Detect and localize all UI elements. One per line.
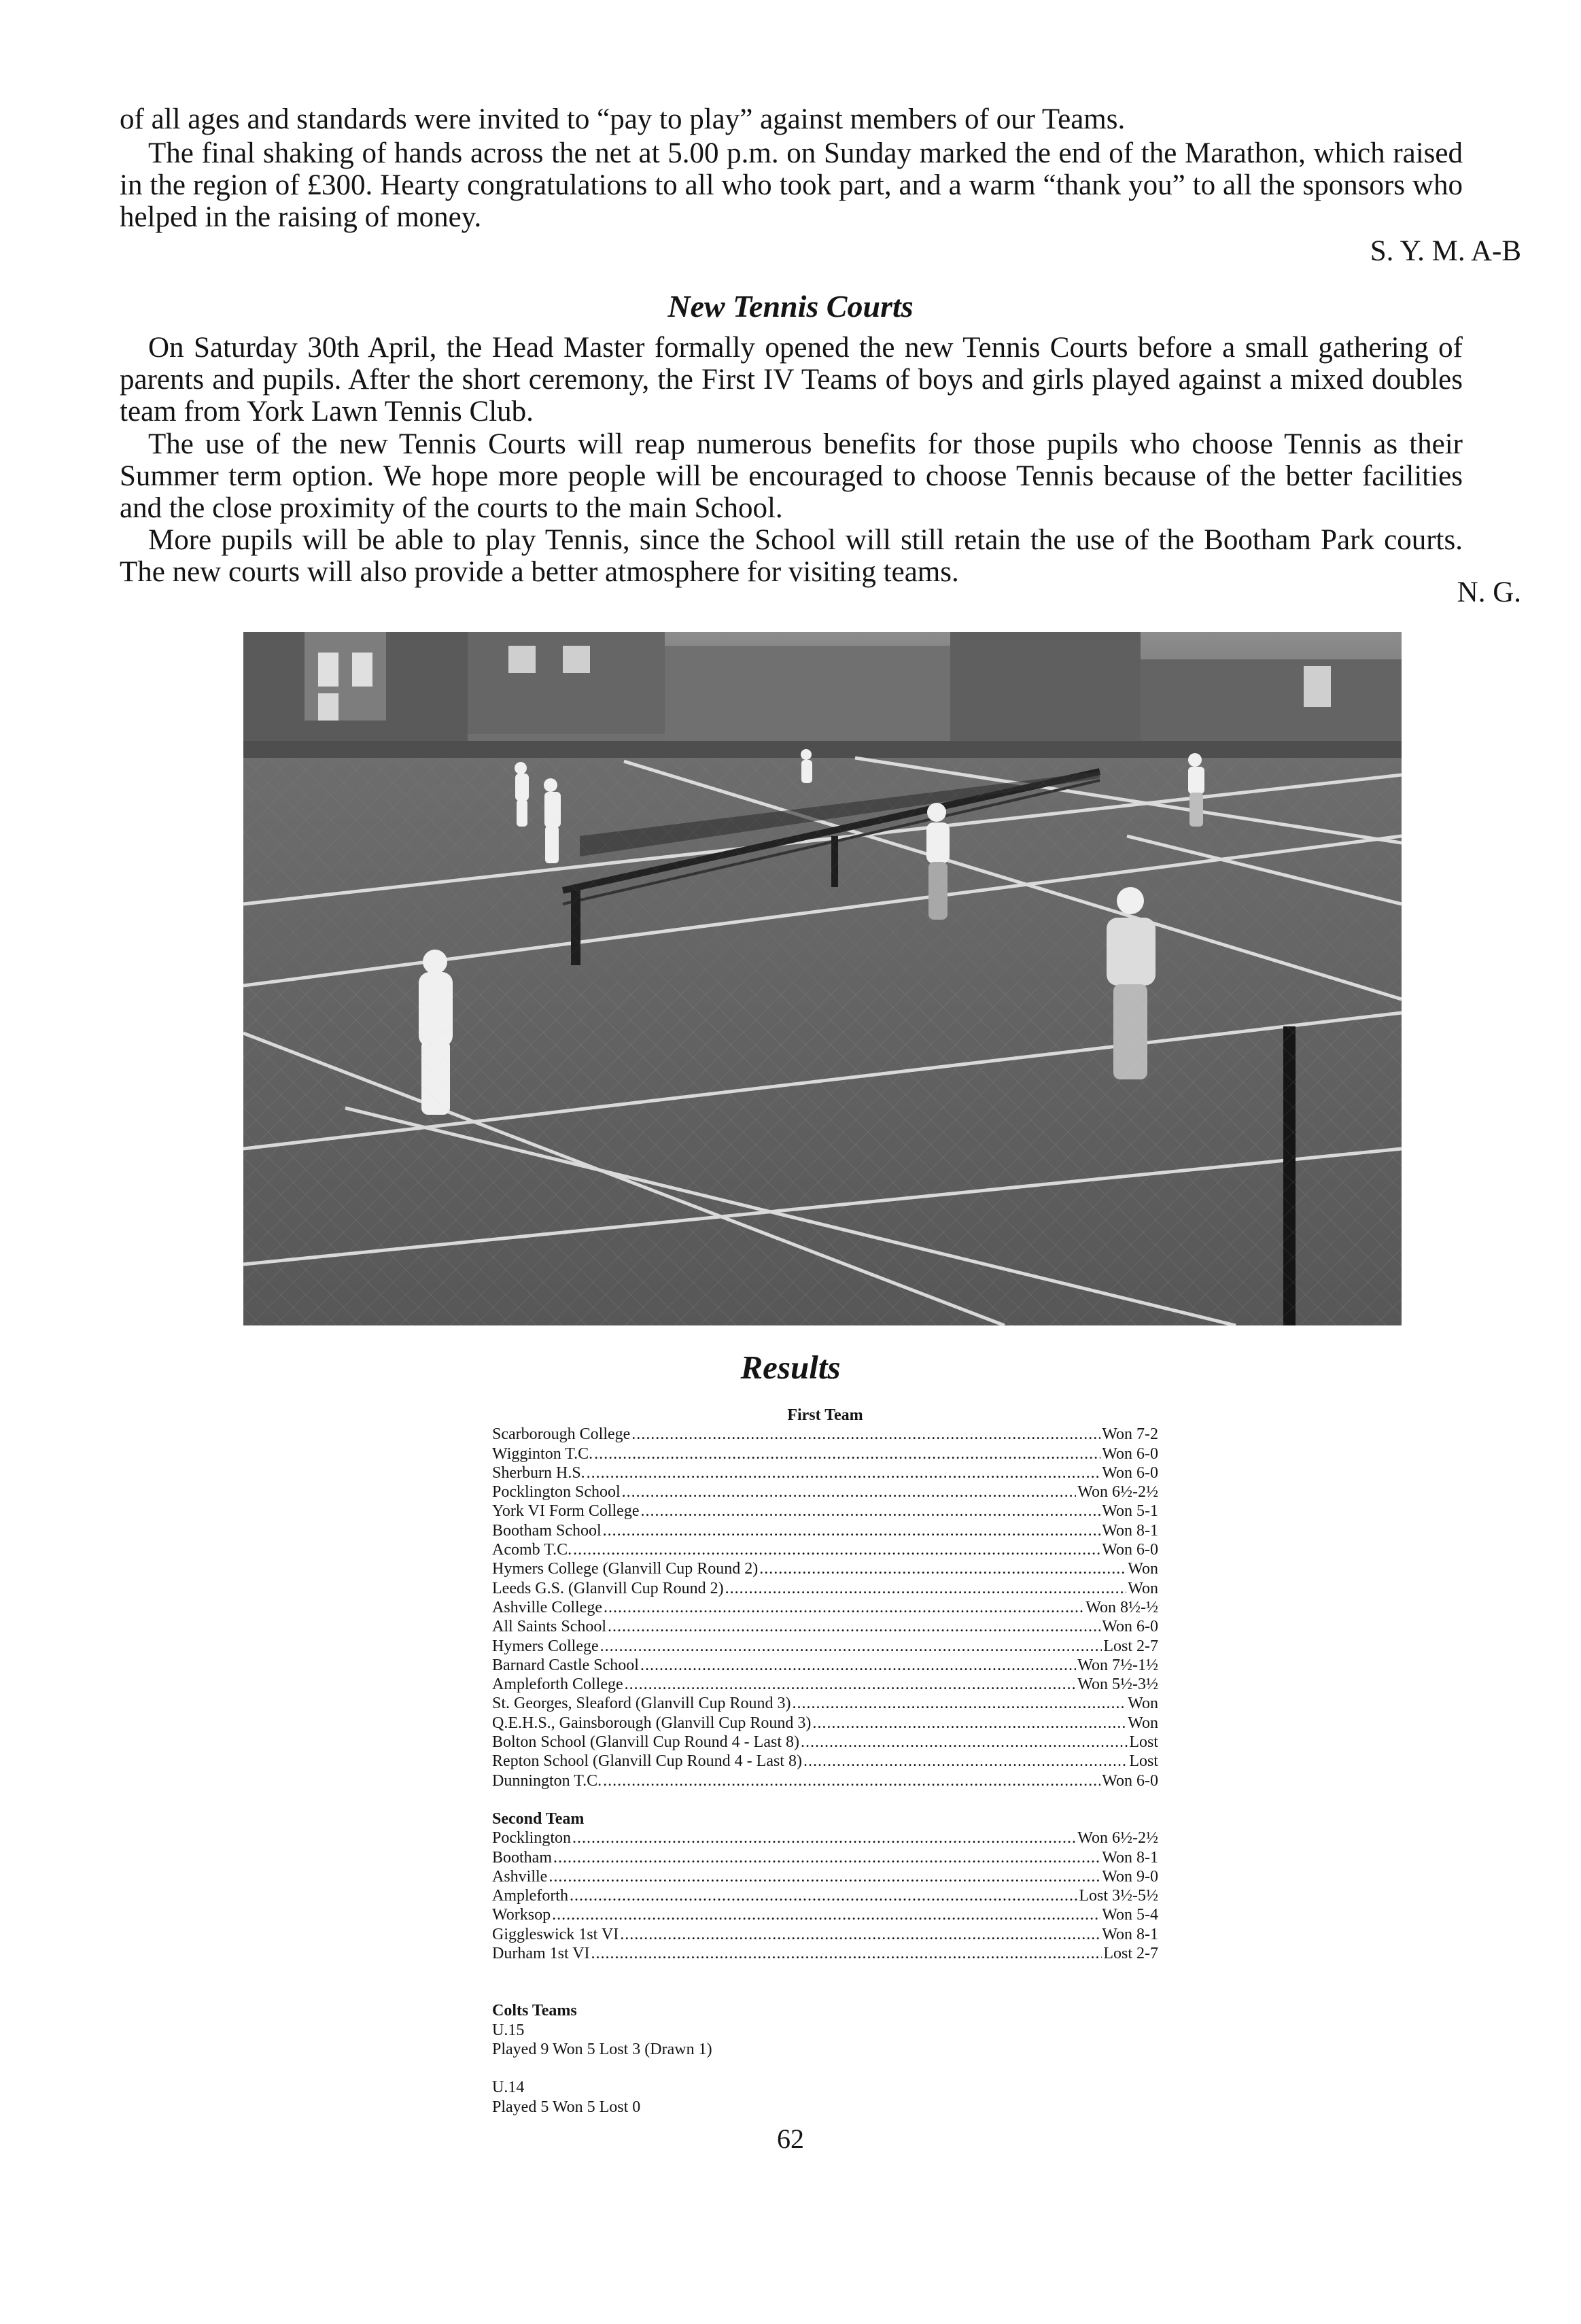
result-row — [492, 1867, 1158, 1886]
article-paragraph-3: More pupils will be able to play Tennis, since the School will still retain the use of the Bootham Park courts. The new courts will also provide a better atmosphere for visiting teams. — [120, 524, 1463, 588]
dot-leader — [620, 1925, 1100, 1944]
result-opponent: Bolton School (Glanvill Cup Round 4 - Last 8) — [492, 1733, 799, 1752]
result-opponent: Sherburn H.S. — [492, 1463, 585, 1482]
result-row — [492, 1733, 1158, 1752]
result-row — [492, 1694, 1158, 1713]
result-score: Won 6½-2½ — [1077, 1829, 1158, 1848]
dot-leader — [591, 1944, 1102, 1963]
result-score: Won 8-1 — [1102, 1925, 1158, 1943]
result-score: Won 8½-½ — [1085, 1598, 1158, 1616]
result-row — [492, 1848, 1158, 1867]
result-opponent: Scarborough College — [492, 1425, 631, 1444]
result-score: Won 6-0 — [1102, 1618, 1158, 1636]
result-score: Won — [1128, 1560, 1158, 1578]
dot-leader — [587, 1463, 1101, 1482]
results-list — [492, 1406, 1158, 2117]
result-opponent: St. Georges, Sleaford (Glanvill Cup Round 3) — [492, 1695, 791, 1713]
result-score: Won 6-0 — [1102, 1444, 1158, 1463]
dot-leader — [640, 1502, 1100, 1521]
dot-leader — [640, 1656, 1076, 1675]
result-opponent: Giggleswick 1st VI — [492, 1925, 619, 1943]
result-score: Lost 2-7 — [1103, 1945, 1158, 1963]
result-row — [492, 1656, 1158, 1675]
result-opponent: Wigginton T.C. — [492, 1444, 593, 1463]
dot-leader — [572, 1828, 1076, 1848]
result-row — [492, 1925, 1158, 1944]
result-row — [492, 1637, 1158, 1656]
u15-label: U.15 — [492, 2021, 525, 2039]
result-opponent: All Saints School — [492, 1618, 607, 1636]
result-score: Won — [1128, 1714, 1158, 1732]
tennis-courts-photo — [243, 632, 1402, 1325]
dot-leader — [549, 1867, 1100, 1886]
dot-leader — [793, 1694, 1127, 1713]
result-opponent: Ampleforth College — [492, 1676, 623, 1694]
result-row — [492, 1579, 1158, 1598]
result-row — [492, 1425, 1158, 1444]
page-number: 62 — [777, 2123, 804, 2154]
result-opponent: Dunnington T.C. — [492, 1771, 602, 1790]
dot-leader — [604, 1598, 1084, 1617]
tennis-courts-photo-drawing — [243, 632, 1402, 1325]
dot-leader — [759, 1559, 1126, 1578]
dot-leader — [803, 1752, 1128, 1771]
dot-leader — [603, 1521, 1101, 1540]
result-opponent: Hymers College (Glanvill Cup Round 2) — [492, 1560, 759, 1578]
result-score: Won 6½-2½ — [1077, 1483, 1158, 1502]
article-paragraph-1: On Saturday 30th April, the Head Master formally opened the new Tennis Courts before a small gathering of parents and pupils. After the short ceremony, the First IV Teams of boys and girls played against a mixed doubles team from York Lawn Tennis Club. — [120, 332, 1463, 428]
first-team-results — [492, 1425, 1158, 1790]
result-opponent: Bootham School — [492, 1521, 602, 1540]
result-opponent: Durham 1st VI — [492, 1945, 590, 1963]
dot-leader — [600, 1637, 1102, 1656]
result-score: Won 5½-3½ — [1077, 1676, 1158, 1694]
dot-leader — [573, 1540, 1100, 1559]
intro-paragraph-2: The final shaking of hands across the net at 5.00 p.m. on Sunday marked the end of the Marathon, which raised in the region of £300. Hearty congratulations to all who took part, and a warm “thank you” to all the sponsors who helped in the raising of money. — [120, 137, 1463, 233]
result-row — [492, 1944, 1158, 1963]
dot-leader — [622, 1482, 1077, 1502]
result-row — [492, 1771, 1158, 1790]
dot-leader — [552, 1905, 1100, 1924]
dot-leader — [594, 1444, 1100, 1463]
intro-paragraph-1: of all ages and standards were invited to “pay to play” against members of our Teams. — [120, 103, 1126, 135]
result-row — [492, 1559, 1158, 1578]
result-row — [492, 1482, 1158, 1502]
u14-record: Played 5 Won 5 Lost 0 — [492, 2098, 641, 2116]
result-score: Won 6-0 — [1102, 1771, 1158, 1790]
dot-leader — [725, 1579, 1127, 1598]
result-score: Lost — [1129, 1752, 1158, 1771]
result-row — [492, 1617, 1158, 1636]
result-row — [492, 1905, 1158, 1924]
second-team-results — [492, 1828, 1158, 1963]
result-opponent: Pocklington — [492, 1829, 572, 1848]
result-opponent: Repton School (Glanvill Cup Round 4 - Last 8) — [492, 1752, 802, 1771]
article-signature: N. G. — [1457, 576, 1521, 608]
dot-leader — [625, 1675, 1077, 1694]
result-score: Lost — [1129, 1733, 1158, 1752]
result-score: Won 7½-1½ — [1077, 1656, 1158, 1674]
article-paragraph-2: The use of the new Tennis Courts will reap numerous benefits for those pupils who choose Tennis as their Summer term option. We hope more people will be encouraged to choose Tennis because of the better facilities and the close proximity of the courts to the main School. — [120, 428, 1463, 524]
result-opponent: Acomb T.C. — [492, 1541, 572, 1559]
intro-signature: S. Y. M. A-B — [1370, 235, 1521, 267]
dot-leader — [608, 1617, 1100, 1636]
result-row — [492, 1714, 1158, 1733]
result-opponent: Hymers College — [492, 1637, 599, 1655]
dot-leader — [553, 1848, 1100, 1867]
result-score: Won 8-1 — [1102, 1848, 1158, 1867]
result-opponent: Ashville College — [492, 1598, 602, 1616]
result-score: Won — [1128, 1579, 1158, 1597]
result-score: Won 8-1 — [1102, 1521, 1158, 1540]
result-row — [492, 1752, 1158, 1771]
result-row — [492, 1598, 1158, 1617]
result-score: Won — [1128, 1695, 1158, 1713]
u14-label: U.14 — [492, 2079, 525, 2097]
result-score: Won 5-1 — [1102, 1502, 1158, 1521]
result-score: Won 6-0 — [1102, 1463, 1158, 1482]
dot-leader — [603, 1771, 1100, 1790]
result-score: Lost 2-7 — [1103, 1637, 1158, 1655]
result-row — [492, 1886, 1158, 1905]
u15-record: Played 9 Won 5 Lost 3 (Drawn 1) — [492, 2040, 712, 2058]
result-opponent: York VI Form College — [492, 1502, 640, 1521]
colts-title: Colts Teams — [492, 2002, 577, 2020]
result-row — [492, 1675, 1158, 1694]
dot-leader — [631, 1425, 1100, 1444]
result-opponent: Ashville — [492, 1867, 548, 1886]
result-score: Won 6-0 — [1102, 1541, 1158, 1559]
dot-leader — [812, 1714, 1126, 1733]
result-opponent: Pocklington School — [492, 1483, 621, 1502]
result-row — [492, 1828, 1158, 1848]
result-row — [492, 1502, 1158, 1521]
result-opponent: Worksop — [492, 1906, 551, 1924]
result-opponent: Leeds G.S. (Glanvill Cup Round 2) — [492, 1579, 724, 1597]
result-row — [492, 1444, 1158, 1463]
result-score: Lost 3½-5½ — [1079, 1887, 1158, 1905]
result-row — [492, 1463, 1158, 1482]
first-team-title: First Team — [787, 1406, 863, 1424]
result-score: Won 9-0 — [1102, 1867, 1158, 1886]
result-row — [492, 1540, 1158, 1559]
result-row — [492, 1521, 1158, 1540]
result-opponent: Ampleforth — [492, 1887, 568, 1905]
result-score: Won 7-2 — [1102, 1425, 1158, 1444]
article-heading: New Tennis Courts — [667, 289, 914, 324]
result-opponent: Barnard Castle School — [492, 1656, 639, 1674]
result-score: Won 5-4 — [1102, 1906, 1158, 1924]
result-opponent: Q.E.H.S., Gainsborough (Glanvill Cup Round 3) — [492, 1714, 812, 1732]
dot-leader — [801, 1733, 1128, 1752]
results-heading: Results — [740, 1349, 841, 1386]
dot-leader — [570, 1886, 1077, 1905]
second-team-title: Second Team — [492, 1809, 585, 1828]
result-opponent: Bootham — [492, 1848, 552, 1867]
